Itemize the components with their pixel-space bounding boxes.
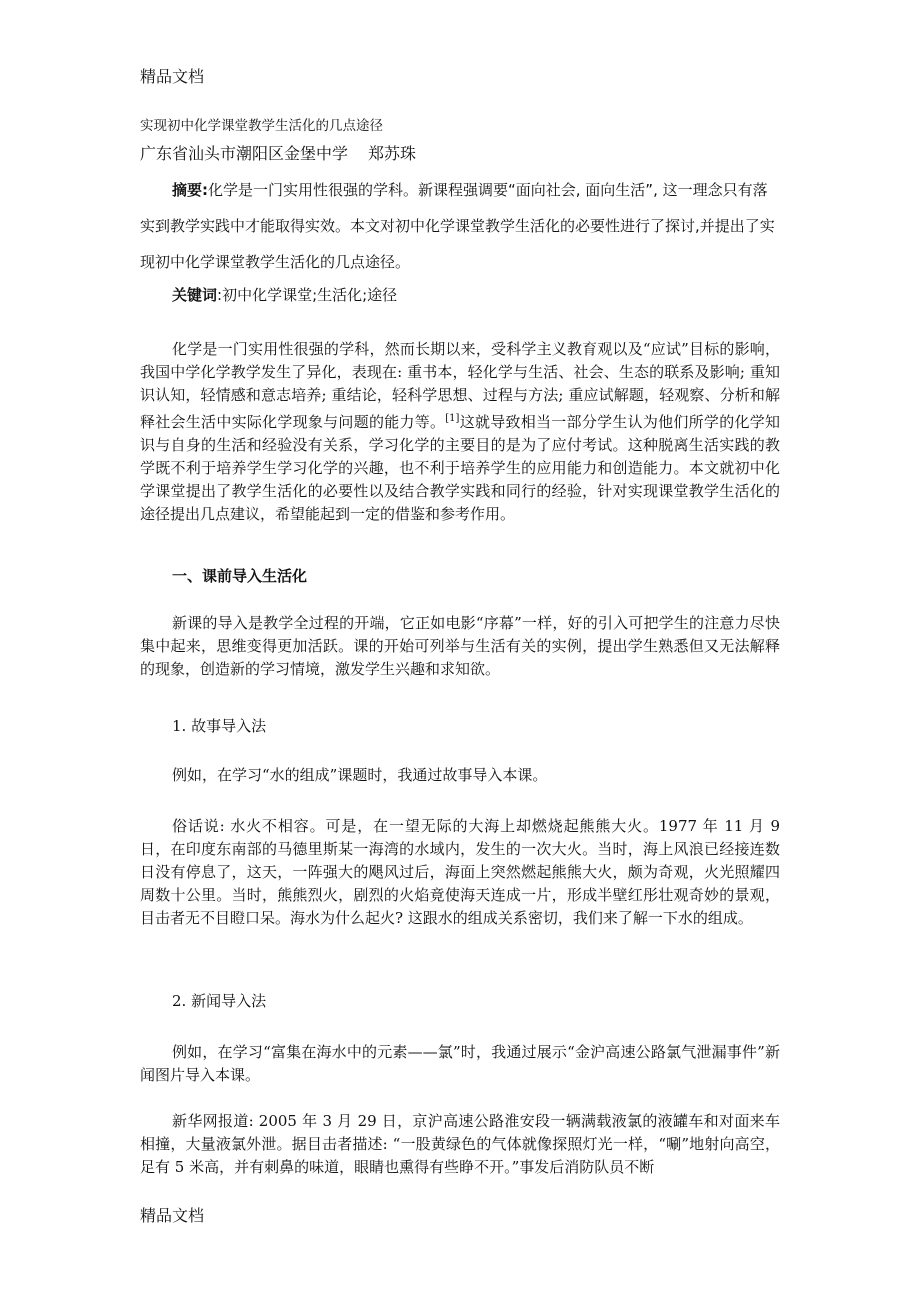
author-line bbox=[140, 141, 416, 164]
author-name: 郑苏珠 bbox=[368, 144, 417, 163]
keywords-label: 关键词 bbox=[172, 286, 218, 304]
section1-paragraph: 新课的导入是教学全过程的开端，它正如电影“序幕”一样，好的引入可把学生的注意力尽快集中起来，思维变得更加活跃。课的开始可列举与生活有关的实例，提出学生熟悉但又无法解释的现象，创造新的学习情境，激发学生兴趣和求知欲。 bbox=[140, 614, 780, 678]
example-paragraph-1: 例如，在学习“水的组成”课题时，我通过故事导入本课。 bbox=[172, 766, 548, 784]
page-header: 精品文档 bbox=[140, 67, 205, 86]
intro-text-cont: 这就导致相当一部分学生认为他们所学的化学知识与自身的生活和经验没有关系，学习化学的主要目的是为了应付考试。这种脱离生活实践的教学既不利于培养学生学习化学的兴趣，也不利于培养学生的应用能力和创造能力。本文就初中化学课堂提出了教学生活化的必要性以及结合教学实践和同行的经验，针对实现课堂教学生活化的途径提出几点建议，希望能起到一定的借鉴和参考作用。 bbox=[140, 413, 780, 523]
abstract bbox=[140, 172, 780, 280]
intro-paragraph bbox=[140, 338, 780, 526]
abstract-label: 摘要: bbox=[172, 181, 208, 199]
section-heading: 一、课前导入生活化 bbox=[172, 567, 308, 585]
example-paragraph-2: 例如，在学习“富集在海水中的元素——氯”时，我通过展示“金沪高速公路氯气泄漏事件”新闻图片导入本课。 bbox=[140, 1043, 780, 1084]
keywords-text: :初中化学课堂;生活化;途径 bbox=[217, 286, 398, 304]
subsection-heading-1: 1. 故事导入法 bbox=[172, 717, 267, 735]
citation-ref: [1] bbox=[445, 413, 460, 424]
keywords bbox=[140, 284, 780, 305]
page-footer: 精品文档 bbox=[140, 1206, 205, 1225]
abstract-text: 化学是一门实用性很强的学科。新课程强调要“面向社会, 面向生活”, 这一理念只有落实到教学实践中才能取得实效。本文对初中化学课堂教学生活化的必要性进行了探讨,并提出了实现初中化学课堂教学生活化的几点途径。 bbox=[140, 181, 775, 271]
author-affiliation: 广东省汕头市潮阳区金堡中学 bbox=[140, 144, 349, 163]
news-paragraph: 新华网报道: 2005 年 3 月 29 日，京沪高速公路淮安段一辆满载液氯的液罐车和对面来车相撞，大量液氯外泄。据目击者描述: “一股黄绿色的气体就像探照灯光一样，“唰”地射向高空，足有 5 米高，并有刺鼻的味道，眼睛也熏得有些睁不开。”事发后消防队员不断 bbox=[140, 1112, 780, 1176]
intro-text: 化学是一门实用性很强的学科，然而长期以来，受科学主义教育观以及“应试”目标的影响，我国中学化学教学发生了异化，表现在: 重书本，轻化学与生活、社会、生态的联系及影响; 重知识认知，轻情感和意志培养; 重结论，轻科学思想、过程与方法; 重应试解题，轻观察、分析和解释社会生活中实际化学现象与问题的能力等。 bbox=[140, 340, 780, 431]
story-paragraph: 俗话说: 水火不相容。可是，在一望无际的大海上却燃烧起熊熊大火。1977 年 11 月 9 日，在印度东南部的马德里斯某一海湾的水域内，发生的一次大火。当时，海上风浪已经接连数日没有停息了，这天，一阵强大的飓风过后，海面上突然燃起熊熊大火，颇为奇观，火光照耀四周数十公里。当时，熊熊烈火，剧烈的火焰竟使海天连成一片，形成半壁红彤壮观奇妙的景观，目击者无不目瞪口呆。海水为什么起火? 这跟水的组成关系密切，我们来了解一下水的组成。 bbox=[140, 817, 780, 927]
article-title: 实现初中化学课堂教学生活化的几点途径 bbox=[140, 118, 383, 134]
subsection-heading-2: 2. 新闻导入法 bbox=[172, 992, 267, 1010]
